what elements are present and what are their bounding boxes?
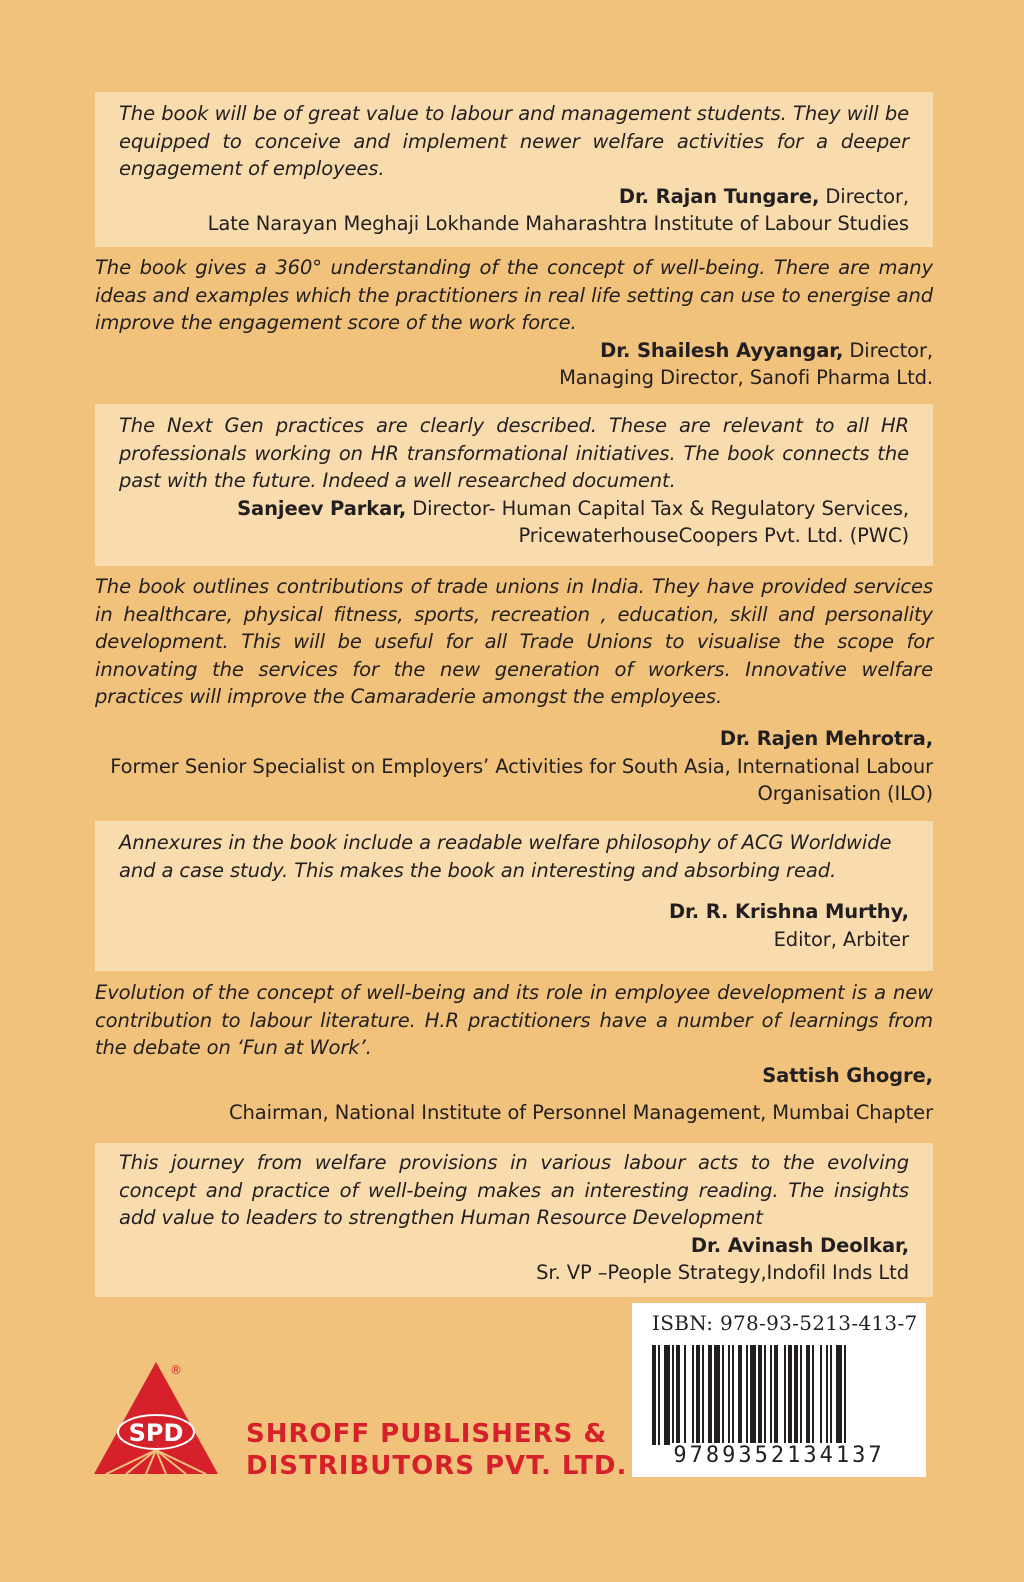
reviewer-name: Sattish Ghogre,	[762, 1063, 933, 1087]
reviewer-affiliation: Managing Director, Sanofi Pharma Ltd.	[559, 366, 933, 390]
testimonial-attribution	[119, 898, 909, 926]
publisher-logo	[92, 1360, 220, 1478]
testimonial-text: The book will be of great value to labour and management students. They will be equipped to conceive and implement newer welfare activities for a deeper engagement of employees.	[119, 102, 909, 181]
reviewer-name: Dr. Rajen Mehrotra,	[719, 726, 933, 750]
reviewer-name: Sanjeev Parkar,	[237, 496, 407, 520]
testimonial-attribution	[95, 725, 933, 753]
testimonial-text: This journey from welfare provisions in various labour acts to the evolving concept and practice of well-being makes an interesting reading. The insights add value to leaders to strengthen Human Resource Development	[119, 1151, 909, 1230]
testimonial-6	[95, 979, 933, 1127]
publisher-line-1: SHROFF PUBLISHERS &	[246, 1419, 608, 1449]
reviewer-affiliation: Former Senior Specialist on Employers’ Activities for South Asia, International Labour Organisation (ILO)	[110, 754, 933, 806]
reviewer-affiliation: Late Narayan Meghaji Lokhande Maharashtra Institute of Labour Studies	[207, 212, 909, 236]
testimonial-3	[95, 404, 933, 566]
testimonial-attribution	[95, 1062, 933, 1090]
testimonial-1	[95, 92, 933, 247]
logo-text: SPD	[128, 1419, 184, 1447]
testimonial-attribution	[119, 495, 909, 523]
testimonial-4	[95, 573, 933, 808]
reviewer-role: Director,	[819, 184, 909, 208]
reviewer-name: Dr. Rajan Tungare,	[618, 184, 820, 208]
reviewer-affiliation: PricewaterhouseCoopers Pvt. Ltd. (PWC)	[518, 524, 909, 548]
reviewer-name: Dr. R. Krishna Murthy,	[668, 900, 909, 924]
testimonial-text: The book outlines contributions of trade unions in India. They have provided services in healthcare, physical fitness, sports, recreation , education, skill and personality development. This will be useful for all Trade Unions to visualise the scope for innovating the services for the new generation of workers. Innovative welfare practices will improve the Camaraderie amongst the employees.	[95, 575, 933, 709]
reviewer-affiliation: Sr. VP –People Strategy,Indofil Inds Ltd	[536, 1261, 909, 1285]
testimonial-2	[95, 254, 933, 392]
publisher-line-2: DISTRIBUTORS PVT. LTD.	[246, 1451, 628, 1481]
reviewer-role: Director,	[843, 338, 933, 362]
isbn-barcode	[632, 1303, 926, 1477]
testimonial-attribution	[95, 337, 933, 365]
reviewer-name: Dr. Shailesh Ayyangar,	[600, 338, 844, 362]
isbn-label: ISBN: 978-93-5213-413-7	[652, 1311, 918, 1335]
reviewer-affiliation: Chairman, National Institute of Personnel Management, Mumbai Chapter	[229, 1101, 933, 1125]
spd-triangle-icon	[92, 1360, 220, 1478]
testimonial-attribution	[119, 1232, 909, 1260]
testimonial-text: The book gives a 360° understanding of the concept of well-being. There are many ideas and examples which the practitioners in real life setting can use to energise and improve the engagement score of the work force.	[95, 256, 933, 335]
reviewer-role: Director- Human Capital Tax & Regulatory Services,	[406, 496, 909, 520]
barcode-icon	[652, 1345, 906, 1445]
reviewer-name: Dr. Avinash Deolkar,	[690, 1233, 909, 1257]
testimonial-text: Annexures in the book include a readable welfare philosophy of ACG Worldwide and a case study. This makes the book an interesting and absorbing read.	[119, 831, 892, 882]
testimonial-text: The Next Gen practices are clearly described. These are relevant to all HR professionals working on HR transformational initiatives. The book connects the past with the future. Indeed a well researched document.	[119, 414, 909, 493]
testimonial-text: Evolution of the concept of well-being and its role in employee development is a new contribution to labour literature. H.R practitioners have a number of learnings from the debate on ‘Fun at Work’.	[95, 981, 933, 1060]
testimonial-7	[95, 1143, 933, 1297]
publisher-name	[246, 1418, 627, 1482]
registered-mark: ®	[170, 1363, 182, 1377]
reviewer-affiliation: Editor, Arbiter	[773, 927, 909, 951]
testimonial-5	[95, 821, 933, 971]
barcode-digits: 9789352134137	[673, 1443, 885, 1468]
testimonial-attribution	[119, 183, 909, 211]
